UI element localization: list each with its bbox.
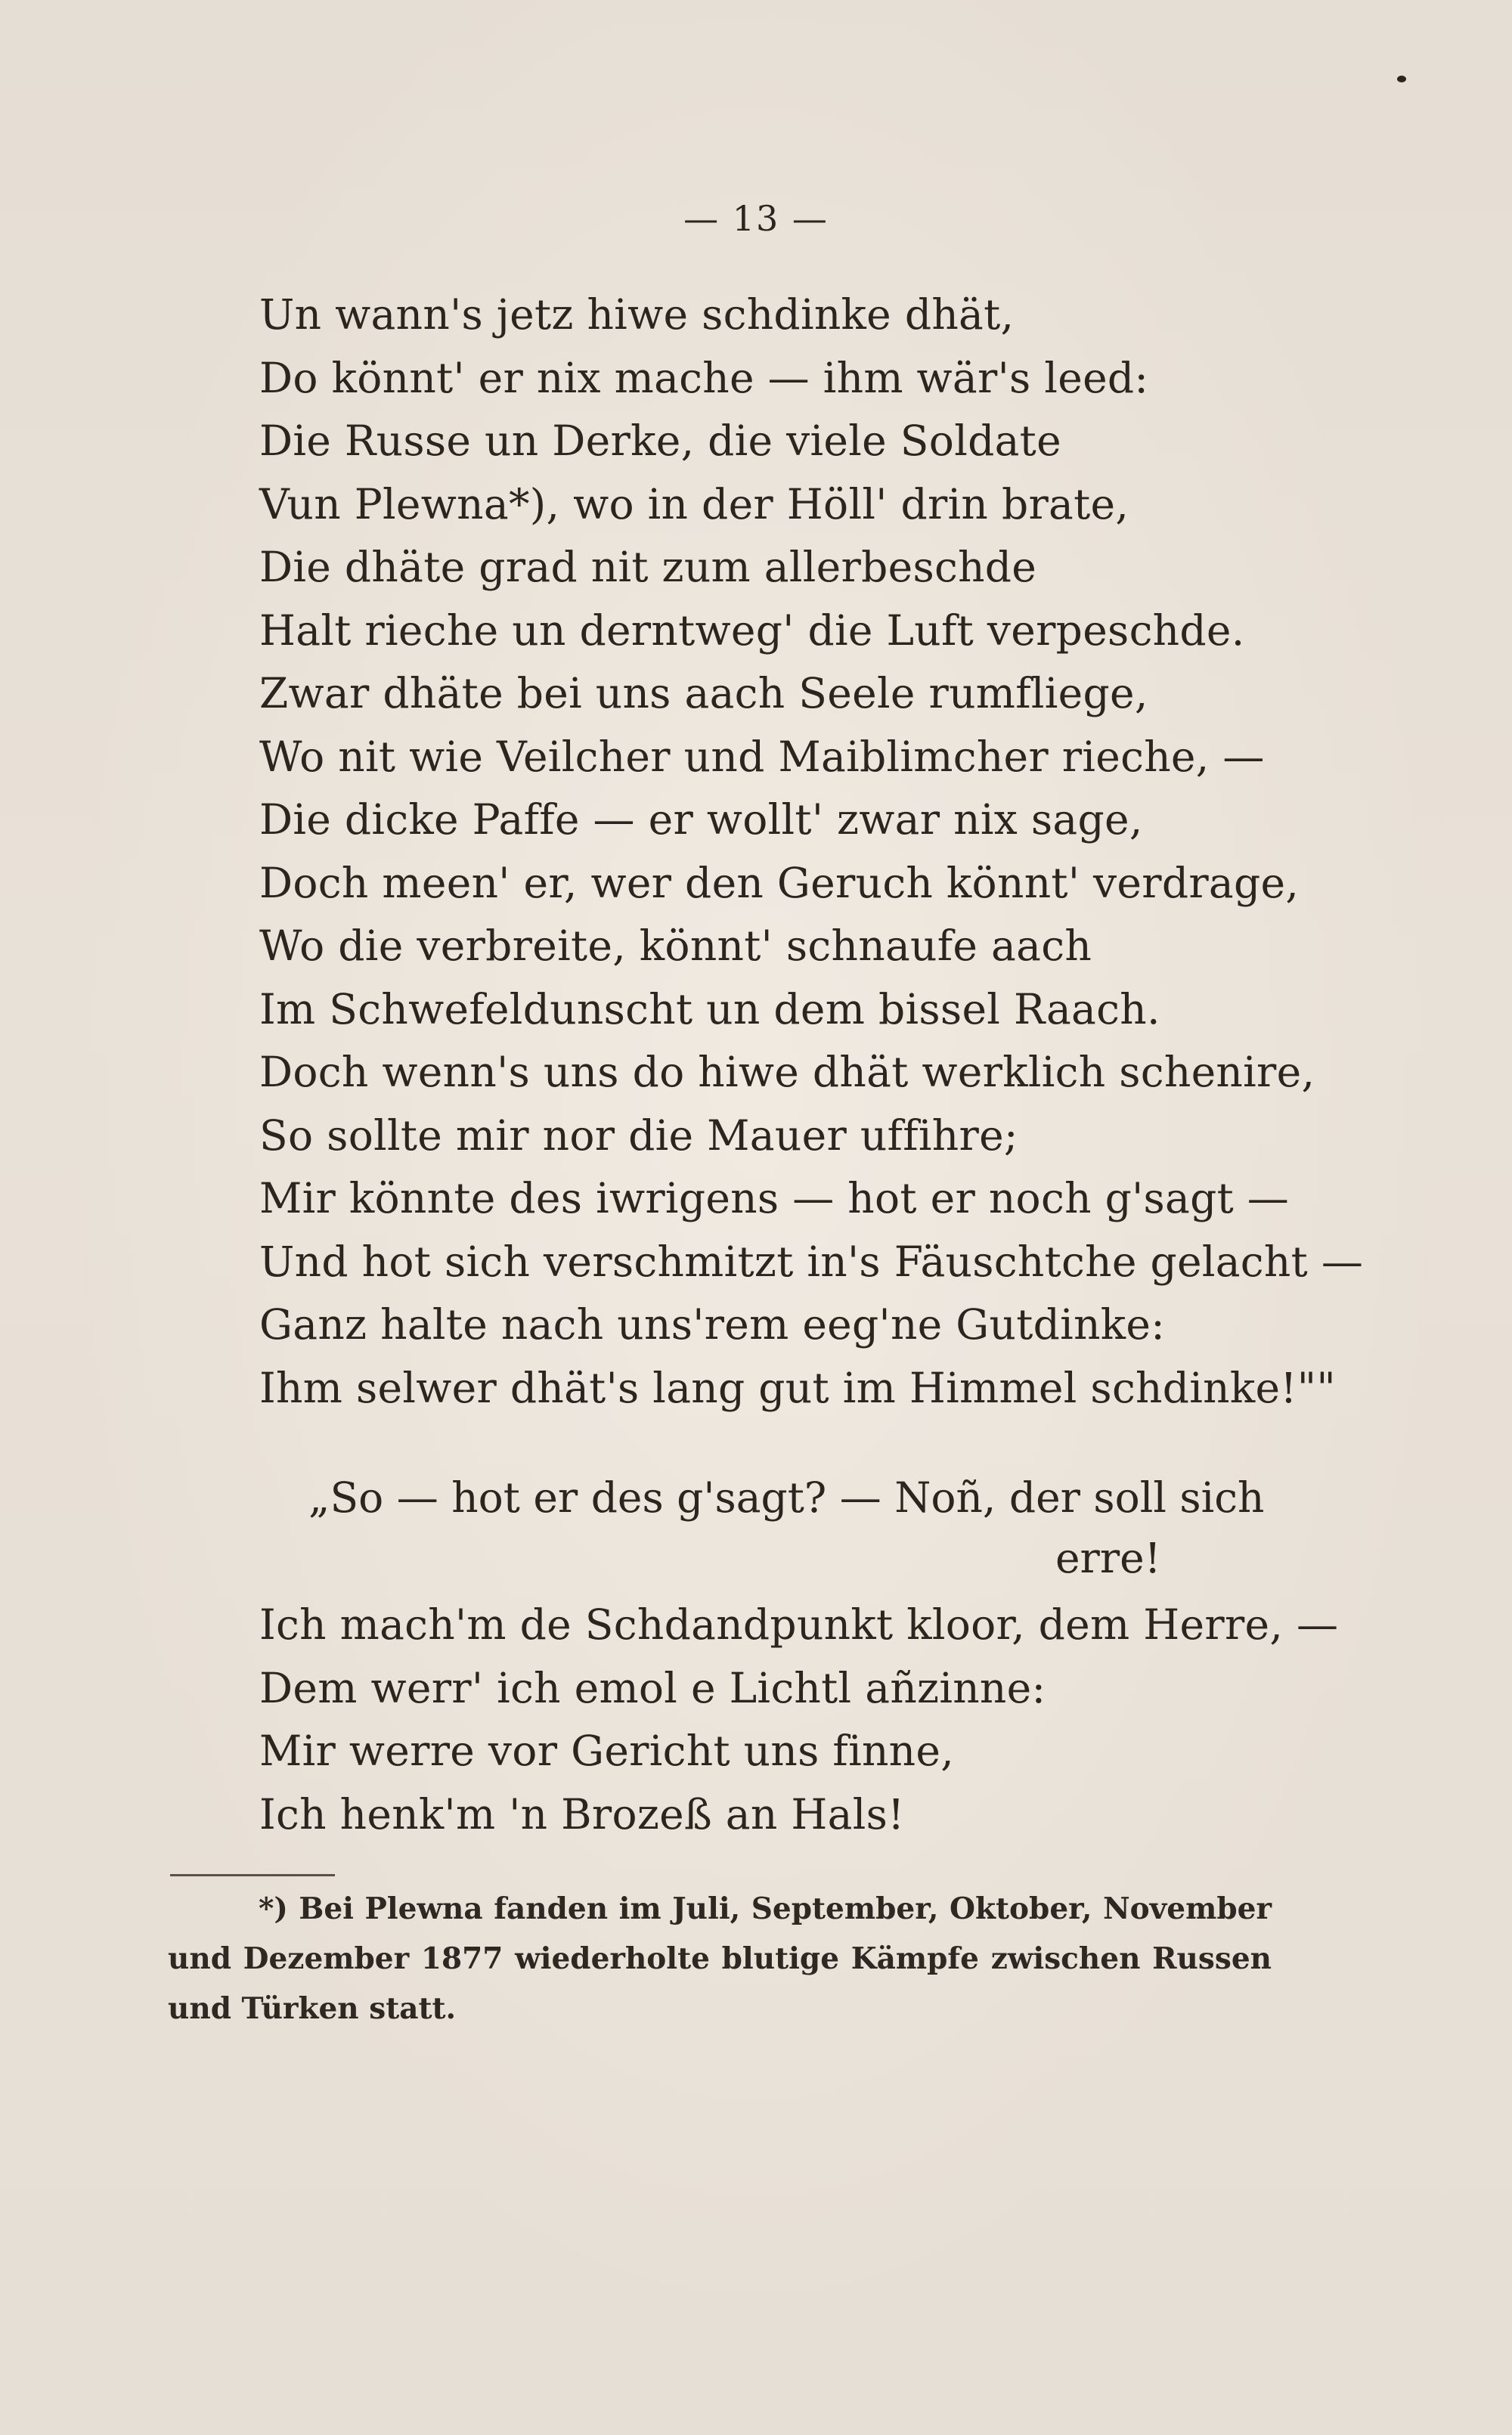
verse-line: Do könnt' er nix mache — ihm wär's leed:	[259, 353, 1149, 402]
verse-line: Wo nit wie Veilcher und Maiblimcher rieche, —	[259, 732, 1265, 781]
verse-line: Und hot sich verschmitzt in's Fäuschtche gelacht —	[259, 1237, 1364, 1286]
verse-line: Ich henk'm 'n Brozeß an Hals!	[259, 1789, 905, 1839]
verse-line: Die dhäte grad nit zum allerbeschde	[259, 543, 1037, 591]
page-number: — 13 —	[683, 198, 829, 239]
verse-line: Wo die verbreite, könnt' schnaufe aach	[259, 922, 1092, 970]
speech-line: „So — hot er des g'sagt? — Noñ, der soll sich	[308, 1473, 1265, 1522]
verse-line: Die dicke Paffe — er wollt' zwar nix sage,	[259, 795, 1143, 844]
ink-speck	[1397, 76, 1406, 82]
verse-line: Ich mach'm de Schdandpunkt kloor, dem Herre, —	[259, 1600, 1339, 1649]
verse-line: Ihm selwer dhät's lang gut im Himmel schdinke!""	[259, 1363, 1336, 1412]
verse-line: Doch meen' er, wer den Geruch könnt' verdrage,	[259, 858, 1300, 907]
poem-stanza-1	[259, 283, 1363, 1420]
verse-line: Dem werr' ich emol e Lichtl añzinne:	[259, 1663, 1046, 1712]
footnote-divider	[170, 1874, 335, 1876]
speech-line-continuation: erre!	[1055, 1534, 1161, 1582]
verse-line: So sollte mir nor die Mauer uffihre;	[259, 1111, 1018, 1160]
verse-line: Ganz halte nach uns'rem eeg'ne Gutdinke:	[259, 1300, 1166, 1349]
verse-line: Die Russe un Derke, die viele Soldate	[259, 417, 1061, 465]
verse-line: Zwar dhäte bei uns aach Seele rumfliege,	[259, 669, 1148, 717]
verse-line: Im Schwefeldunscht un dem bissel Raach.	[259, 984, 1160, 1033]
verse-line: Doch wenn's uns do hiwe dhät werklich schenire,	[259, 1048, 1315, 1096]
verse-line: Halt rieche un derntweg' die Luft verpeschde.	[259, 606, 1245, 655]
verse-line: Un wann's jetz hiwe schdinke dhät,	[259, 290, 1015, 339]
verse-line: Mir werre vor Gericht uns finne,	[259, 1727, 955, 1775]
poem-stanza-2	[259, 1594, 1338, 1846]
verse-line: Mir könnte des iwrigens — hot er noch g'sagt —	[259, 1174, 1290, 1222]
verse-line: Vun Plewna*), wo in der Höll' drin brate,	[259, 479, 1129, 528]
footnote: *) Bei Plewna fanden im Juli, September, Oktober, November und Dezember 1877 wiederholte blutige Kämpfe zwischen Russen und Türken statt.	[168, 1891, 1272, 2026]
